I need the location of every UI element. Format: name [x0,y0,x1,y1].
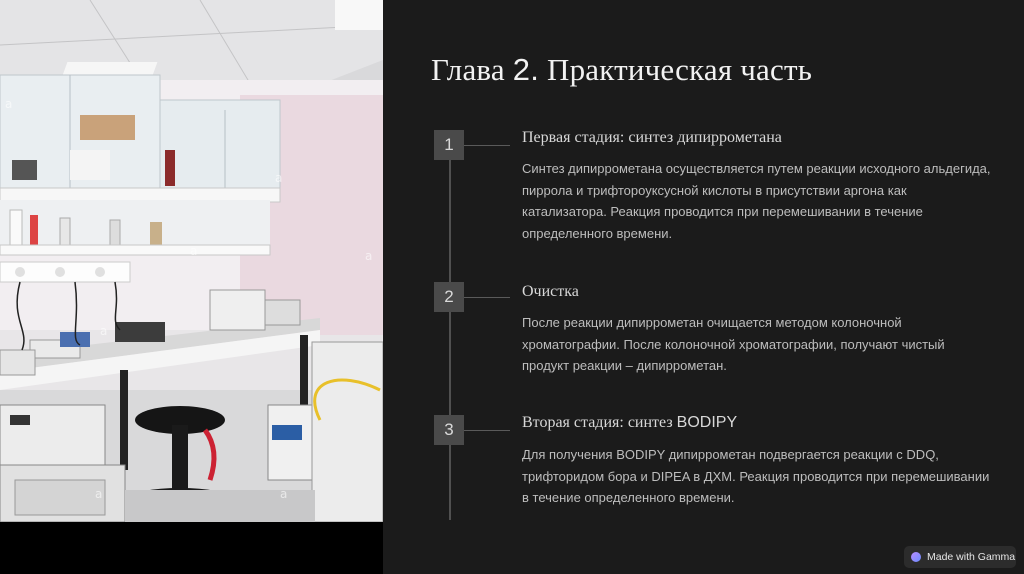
svg-text:a: a [275,171,283,185]
svg-text:a: a [95,487,103,501]
svg-text:a: a [190,244,198,258]
step-connector-3 [464,430,510,431]
step-body-2: После реакции дипиррометан очищается методом колоночной хроматографии. После колоночной хроматографии, получают чистый продукт реакции – дипиррометан. [522,315,945,373]
svg-text:a: a [365,249,373,263]
svg-text:a: a [100,324,108,338]
step-body-3: Для получения BODIPY дипиррометан подвергается реакции с DDQ, трифторидом бора и DIPEA в ДХМ. Реакция проводится при перемешивании в течение определенного времени. [522,447,990,505]
step-title-3 [522,414,737,432]
step-title-2: Очистка [522,283,579,300]
step-number-2: 2 [434,282,464,312]
badge-label: Made with Gamma [927,551,1016,563]
title-suffix: Практическая часть [539,52,813,87]
svg-text:a: a [280,487,288,501]
title-prefix: Глава [431,52,513,87]
timeline-line [449,130,451,520]
step-connector-2 [464,297,510,298]
svg-text:a: a [5,97,13,111]
gamma-logo-icon [911,552,921,562]
title-number: 2. [512,52,540,87]
photo-bottom-strip [0,522,383,574]
step-number-3: 3 [434,415,464,445]
step-body-1: Синтез дипиррометана осуществляется путем реакции исходного альдегида, пиррола и трифтороуксусной кислоты в присутствии аргона как катализатора. Реакция проводится при перемешивании в течение определенного времени. [522,161,991,241]
laboratory-photo [0,0,383,522]
slide-title [431,52,812,88]
step-title-3-accent: BODIPY [676,414,738,431]
step-number-1: 1 [434,130,464,160]
step-title-1: Первая стадия: синтез дипиррометана [522,129,782,146]
made-with-gamma-badge[interactable] [904,546,1016,568]
step-connector-1 [464,145,510,146]
step-title-3-prefix: Вторая стадия: синтез [522,414,677,431]
